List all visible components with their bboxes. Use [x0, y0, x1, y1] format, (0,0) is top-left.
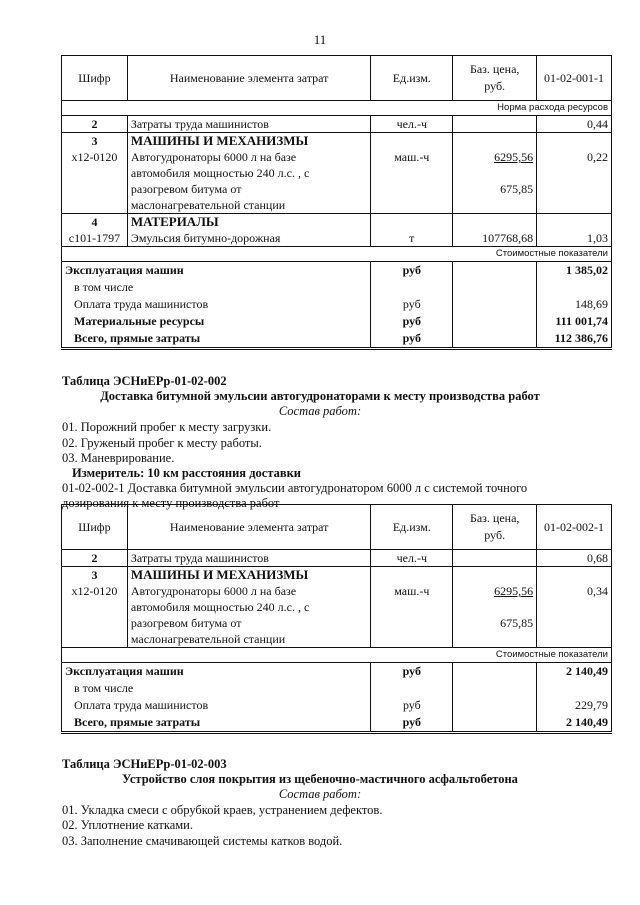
- resource-table-2: [61, 504, 612, 734]
- table-row: 2 Затраты труда машинистов чел.-ч 0,68: [62, 550, 612, 567]
- header-price: Баз. цена, руб.: [453, 505, 537, 550]
- table-row: 3 МАШИНЫ И МЕХАНИЗМЫ: [62, 133, 612, 150]
- page-number: 11: [313, 32, 327, 47]
- section-title-3: Устройство слоя покрытия из щебеночно-мастичного асфальтобетона: [122, 772, 518, 786]
- work-step: 01. Укладка смеси с обрубкой краев, устранением дефектов.: [62, 803, 383, 817]
- table-label-2: Таблица ЭСНиЕРр-01-02-002: [62, 374, 227, 388]
- composition-label-3: Состав работ:: [278, 787, 362, 801]
- table-row: автомобиля мощностью 240 л.с. , с: [62, 599, 612, 615]
- table-row: 3 МАШИНЫ И МЕХАНИЗМЫ: [62, 567, 612, 584]
- header-norm: 01-02-002-1: [537, 505, 612, 550]
- norm-label-row: Норма расхода ресурсов: [62, 101, 612, 116]
- table-row: 2 Затраты труда машинистов чел.-ч 0,44: [62, 116, 612, 133]
- section-title-2: Доставка битумной эмульсии автогудронаторами к месту производства работ: [100, 389, 540, 403]
- item-description: 01-02-002-1 Доставка битумной эмульсии автогудронатором 6000 л с системой точного: [62, 481, 528, 495]
- table-row: x12-0120 Автогудронаторы 6000 л на базе маш.-ч 6295,56 0,34: [62, 583, 612, 599]
- table-row: маслонагревательной станции: [62, 631, 612, 648]
- cost-label-row: Стоимостные показатели: [62, 247, 612, 262]
- summary-row: Эксплуатация машин руб 2 140,49: [62, 663, 612, 681]
- table-row: x12-0120 Автогудронаторы 6000 л на базе маш.-ч 6295,56 0,22: [62, 149, 612, 165]
- table-row: c101-1797 Эмульсия битумно-дорожная т 107768,68 1,03: [62, 230, 612, 247]
- table-header-row: [62, 505, 612, 550]
- work-step: 03. Маневрирование.: [62, 451, 175, 465]
- resource-table-1: [61, 55, 612, 350]
- work-step: 02. Груженый пробег к месту работы.: [62, 436, 262, 450]
- summary-row: Всего, прямые затраты руб 112 386,76: [62, 330, 612, 349]
- summary-row: в том числе: [62, 279, 612, 296]
- header-name: Наименование элемента затрат: [127, 505, 371, 550]
- composition-label-2: Состав работ:: [278, 404, 362, 418]
- cost-label-row: Стоимостные показатели: [62, 648, 612, 663]
- header-unit: Ед.изм.: [371, 505, 453, 550]
- table-row: маслонагревательной станции: [62, 197, 612, 214]
- summary-row: Материальные ресурсы руб 111 001,74: [62, 313, 612, 330]
- summary-row: Эксплуатация машин руб 1 385,02: [62, 262, 612, 280]
- header-unit: Ед.изм.: [371, 56, 453, 101]
- header-price: Баз. цена, руб.: [453, 56, 537, 101]
- summary-row: в том числе: [62, 680, 612, 697]
- header-name: Наименование элемента затрат: [127, 56, 370, 101]
- header-code: Шифр: [62, 56, 128, 101]
- item-description: дозирования к месту производства работ: [62, 496, 280, 510]
- work-step: 02. Уплотнение катками.: [62, 818, 193, 832]
- table-row: разогревом битума от 675,85: [62, 615, 612, 631]
- header-norm: 01-02-001-1: [537, 56, 612, 101]
- table-row: 4 МАТЕРИАЛЫ: [62, 214, 612, 231]
- work-step: 01. Порожний пробег к месту загрузки.: [62, 420, 272, 434]
- measure-label: Измеритель: 10 км расстояния доставки: [72, 466, 302, 480]
- summary-row: Оплата труда машинистов руб 148,69: [62, 296, 612, 313]
- table-row: автомобиля мощностью 240 л.с. , с: [62, 165, 612, 181]
- header-code: Шифр: [62, 505, 128, 550]
- summary-row: Всего, прямые затраты руб 2 140,49: [62, 714, 612, 733]
- table-header-row: [62, 56, 612, 101]
- table-row: разогревом битума от 675,85: [62, 181, 612, 197]
- summary-row: Оплата труда машинистов руб 229,79: [62, 697, 612, 714]
- table-label-3: Таблица ЭСНиЕРр-01-02-003: [62, 757, 227, 771]
- work-step: 03. Заполнение смачивающей системы катков водой.: [62, 834, 343, 848]
